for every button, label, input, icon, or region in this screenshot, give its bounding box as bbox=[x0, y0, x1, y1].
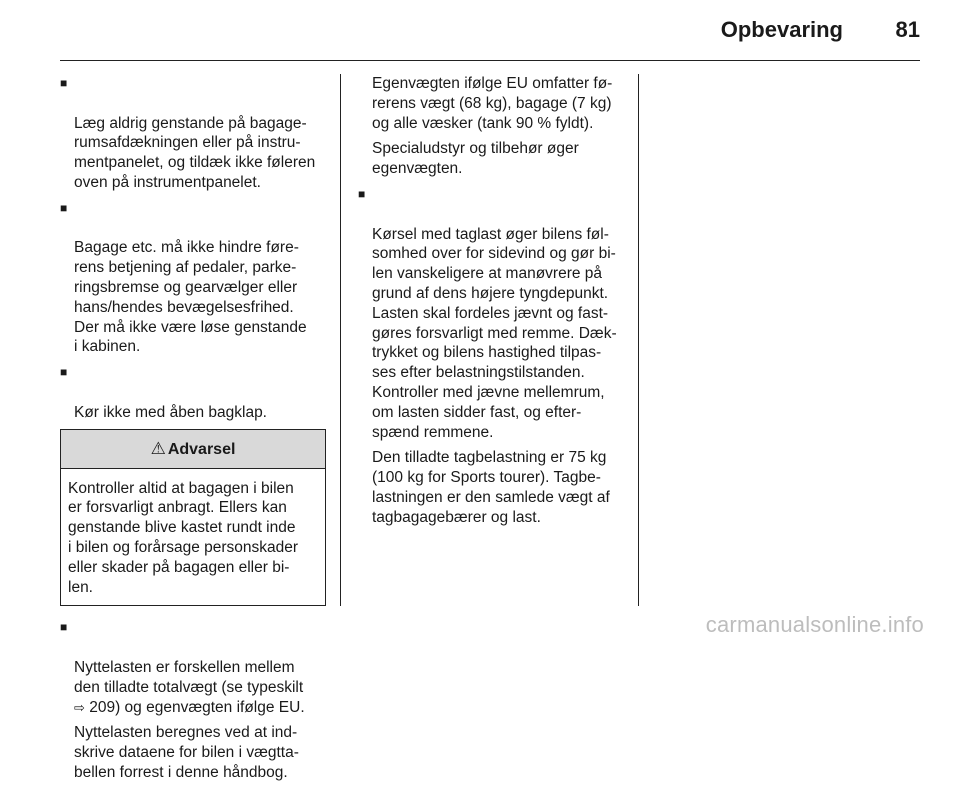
page-number: 81 bbox=[895, 17, 920, 42]
page-header-title: Opbevaring bbox=[720, 17, 843, 42]
kerb-weight-paragraph: Egenvægten ifølge EU omfatter fø- rerens vægt (68 kg), bagage (7 kg) og alle væsker (tank 90 % fyldt). bbox=[372, 75, 613, 132]
column-divider-left bbox=[340, 74, 341, 606]
warning-box bbox=[60, 429, 326, 607]
bullet-icon: ■ bbox=[60, 76, 68, 90]
warning-header bbox=[61, 430, 325, 469]
warning-title: Advarsel bbox=[167, 440, 236, 458]
middle-column bbox=[358, 74, 626, 534]
payload-note: Nyttelasten beregnes ved at ind- skrive dataene for bilen i vægtta- bellen forrest i denne håndbog. bbox=[74, 724, 299, 781]
bullet-item-roof-load bbox=[358, 185, 626, 442]
warning-body: Kontroller altid at bagagen i bilen er forsvarligt anbragt. Ellers kan genstande blive kastet rundt inde i bilen og forårsage personskader eller skader på bagagen eller bi- len. bbox=[68, 479, 299, 596]
warning-triangle-icon: ⚠ bbox=[150, 438, 166, 458]
payload-text-after-ref: 209) og egenvægten ifølge EU. bbox=[84, 698, 305, 716]
roof-load-note: Den tilladte tagbelastning er 75 kg (100 kg for Sports tourer). Tagbe- lastningen er den samlede vægt af tagbagagebærer og last. bbox=[372, 449, 610, 526]
bullet-text: Kørsel med taglast øger bilens føl- somhed over for sidevind og gør bi- len vanskeligere at manøvrere på grund af dens højere tyngdepunkt. Lasten skal fordeles jævnt og fast- gøres forsvarligt med remme. Dæk- trykket og bilens hastighed tilpas- ses efter belastningstilstanden. Kontroller med jævne mellemrum, om lasten sidder fast, og efter- spænd remmene. bbox=[372, 225, 617, 441]
bullet-item-payload bbox=[60, 618, 328, 717]
bullet-item-driver-freedom bbox=[60, 199, 328, 357]
watermark: carmanualsonline.info bbox=[705, 612, 924, 637]
header-rule bbox=[60, 60, 920, 61]
page-reference-arrow-icon: ⇨ bbox=[74, 699, 85, 715]
optional-equipment-paragraph: Specialudstyr og tilbehør øger egenvægten. bbox=[372, 140, 579, 178]
bullet-icon: ■ bbox=[60, 200, 68, 215]
column-divider-right bbox=[638, 74, 639, 606]
payload-text-before-ref: Nyttelasten er forskellen mellem den tilladte totalvægt (se typeskilt bbox=[74, 658, 304, 696]
bullet-text: Læg aldrig genstande på bagage- rumsafdækningen eller på instru- mentpanelet, og tildæk ikke føleren oven på instrumentpanelet. bbox=[74, 114, 316, 191]
bullet-text: Bagage etc. må ikke hindre føre- rens betjening af pedaler, parke- ringsbremse og gearvælger eller hans/hendes bevægelsesfrihed. Der må ikke være løse genstande i kabinen. bbox=[74, 239, 307, 356]
bullet-icon: ■ bbox=[358, 186, 366, 201]
bullet-item-tailgate bbox=[60, 363, 328, 422]
bullet-icon: ■ bbox=[60, 365, 68, 380]
left-column bbox=[60, 74, 328, 789]
bullet-text: Kør ikke med åben bagklap. bbox=[74, 403, 267, 421]
bullet-icon: ■ bbox=[60, 620, 68, 635]
bullet-item-cargo-cover bbox=[60, 74, 328, 193]
